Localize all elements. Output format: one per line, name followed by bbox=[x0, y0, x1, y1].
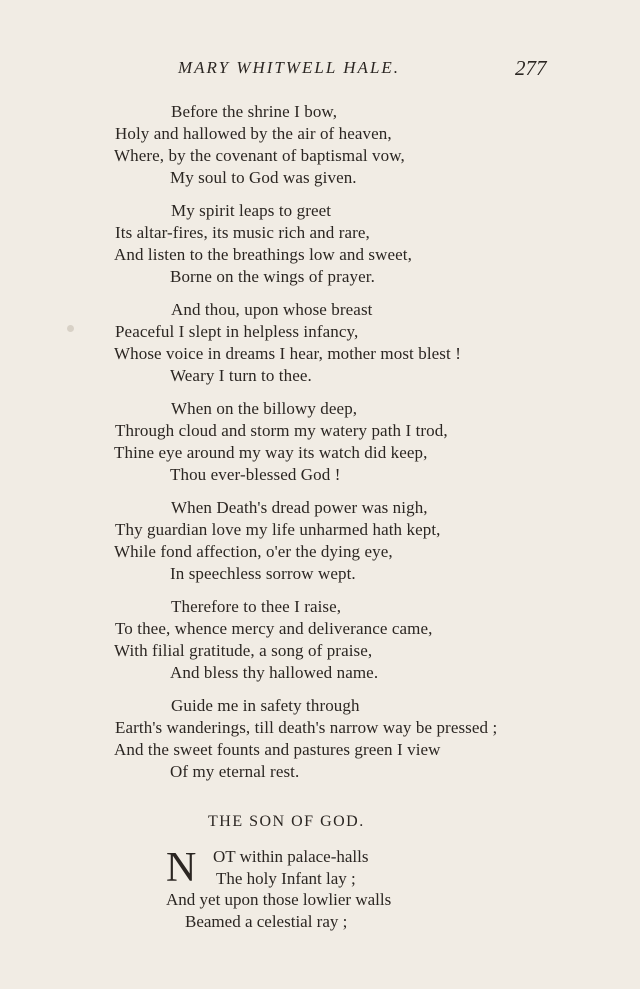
poem-line: While fond affection, o'er the dying eye, bbox=[114, 542, 393, 561]
stanza bbox=[0, 299, 640, 387]
stanza bbox=[0, 200, 640, 288]
poem-line: Thy guardian love my life unharmed hath kept, bbox=[115, 520, 441, 539]
poem-line: Thine eye around my way its watch did keep, bbox=[114, 443, 428, 462]
poem-line: Holy and hallowed by the air of heaven, bbox=[115, 124, 392, 143]
poem-line: With filial gratitude, a song of praise, bbox=[114, 641, 373, 660]
poem-line: My spirit leaps to greet bbox=[171, 201, 332, 220]
second-poem bbox=[0, 846, 640, 932]
poem-line: Its altar-fires, its music rich and rare, bbox=[115, 223, 370, 242]
poem-line: My soul to God was given. bbox=[170, 168, 357, 187]
poem-line: When Death's dread power was nigh, bbox=[171, 498, 428, 517]
poem-line: Before the shrine I bow, bbox=[171, 102, 338, 121]
poem bbox=[0, 101, 640, 794]
poem-line: Through cloud and storm my watery path I trod, bbox=[115, 421, 448, 440]
poem-line: The holy Infant lay ; bbox=[216, 868, 356, 888]
poem-line: When on the billowy deep, bbox=[171, 399, 358, 418]
poem-line: Whose voice in dreams I hear, mother most blest ! bbox=[114, 344, 461, 363]
poem-line: Thou ever-blessed God ! bbox=[170, 465, 341, 484]
stanza bbox=[0, 101, 640, 189]
poem-line: Where, by the covenant of baptismal vow, bbox=[114, 146, 405, 165]
page-number: 277 bbox=[515, 56, 547, 80]
poem-line: And listen to the breathings low and sweet, bbox=[114, 245, 412, 264]
stanza bbox=[0, 497, 640, 585]
poem-line: Of my eternal rest. bbox=[170, 762, 300, 781]
stanza bbox=[0, 695, 640, 783]
poem-line: OT within palace-halls bbox=[213, 847, 369, 866]
poem-line: Earth's wanderings, till death's narrow way be pressed ; bbox=[115, 718, 498, 737]
poem-line: Peaceful I slept in helpless infancy, bbox=[115, 322, 359, 341]
poem-line: In speechless sorrow wept. bbox=[170, 564, 356, 583]
poem-line: Beamed a celestial ray ; bbox=[185, 911, 348, 931]
poem-line: And bless thy hallowed name. bbox=[170, 663, 379, 682]
drop-cap: N bbox=[166, 845, 197, 891]
stanza bbox=[0, 596, 640, 684]
page-header bbox=[0, 58, 640, 84]
poem-line: And the sweet founts and pastures green I view bbox=[114, 740, 441, 759]
running-head: MARY WHITWELL HALE. bbox=[178, 58, 401, 77]
poem-line: And yet upon those lowlier walls bbox=[166, 890, 392, 909]
poem-line: Weary I turn to thee. bbox=[170, 366, 312, 385]
poem-line: Guide me in safety through bbox=[171, 696, 360, 715]
poem-line: Borne on the wings of prayer. bbox=[170, 267, 375, 286]
poem-line: To thee, whence mercy and deliverance came, bbox=[115, 619, 433, 638]
section-title: THE SON OF GOD. bbox=[208, 813, 365, 830]
stanza bbox=[0, 398, 640, 486]
poem-line: Therefore to thee I raise, bbox=[171, 597, 342, 616]
poem-line: And thou, upon whose breast bbox=[171, 300, 373, 319]
